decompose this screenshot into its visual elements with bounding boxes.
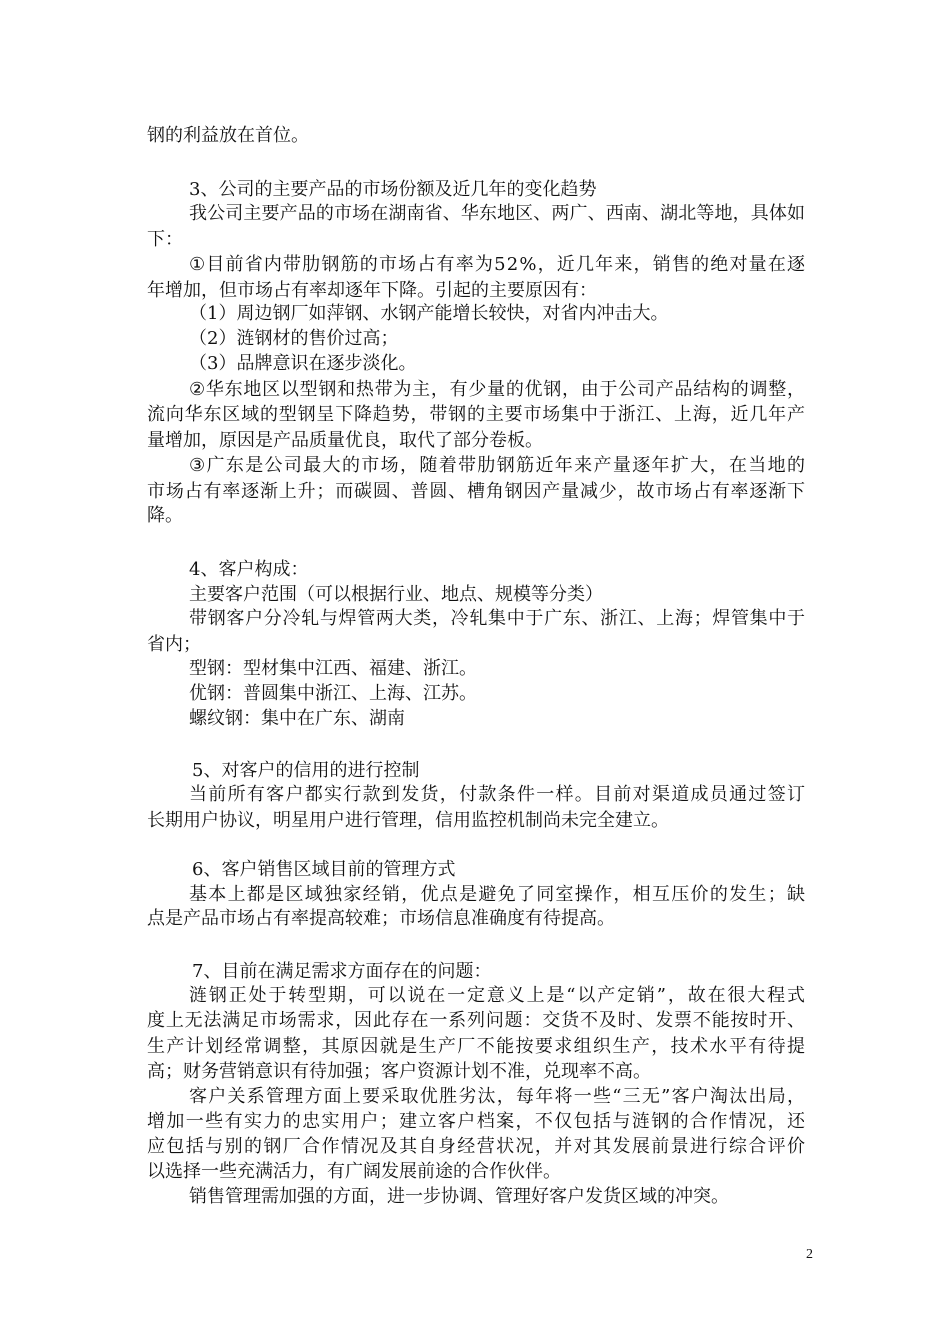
document-page: 钢 的 利 益 放 在 首 位 。 3 、 公 司 的 主 要 产 品 的 市 场 份 额 及 近 几 年 的 变 化 趋 势 我 公 司 主 要 产 品 的 市 场 在 湖 南 省 、 华 东 地 区 、 两 广 、 西 南 、 湖 北 等 地 ， 具 体 如 下 ： ① 目 前 省 内 带 肋 钢 筋 的 市 场 占 有 率 为 5 2 % ， 近 几 年 来 ， 销 售 的 绝 对 量 在 逐 年 增 加 ， 但 市 场 占 有 率 却 逐 年 下 降 。 引 起 的 主 要 原 因 有 ： （ 1 ） 周 边 钢 厂 如 萍 钢 、 水 钢 产 能 增 长 较 快 ， 对 省 内 冲 击 大 。 （ 2 ） 涟 钢 材 的 售 价 过 高 ； （ 3 ） 品 牌 意 识 在 逐 步 淡 化 。 ② 华 东 地 区 以 型 钢 和 热 带 为 主 ， 有 少 量 的 优 钢 ， 由 于 公 司 产 品 结 构 的 调 整 ， 流 向 华 东 区 域 的 型 钢 呈 下 降 趋 势 ， 带 钢 的 主 要 市 场 集 中 于 浙 江 、 上 海 ， 近 几 年 产 量 增 加 ， 原 因 是 产 品 质 量 优 良 ， 取 代 了 部 分 卷 板 。 ③ 广 东 是 公 司 最 大 的 市 场 ， 随 着 带 肋 钢 筋 近 年 来 产 量 逐 年 扩 大 ， 在 当 地 的 市 场 占 有 率 逐 渐 上 升 ； 而 碳 圆 、 普 圆 、 槽 角 钢 因 产 量 减 少 ， 故 市 场 占 有 率 逐 渐 下 降 。 4 、 客 户 构 成 ： 主 要 客 户 范 围 （ 可 以 根 据 行 业 、 地 点 、 规 模 等 分 类 ） 带 钢 客 户 分 冷 轧 与 焊 管 两 大 类 ， 冷 轧 集 中 于 广 东 、 浙 江 、 上 海 ； 焊 管 集 中 于 省 内 ； 型 钢 ： 型 材 集 中 江 西 、 福 建 、 浙 江 。 优 钢 ： 普 圆 集 中 浙 江 、 上 海 、 江 苏 。 螺 纹 钢 ： 集 中 在 广 东 、 湖 南 5 、 对 客 户 的 信 用 的 进 行 控 制 当 前 所 有 客 户 都 实 行 款 到 发 货 ， 付 款 条 件 一 样 。 目 前 对 渠 道 成 员 通 过 签 订 长 期 用 户 协 议 ， 明 星 用 户 进 行 管 理 ， 信 用 监 控 机 制 尚 未 完 全 建 立 。 6 、 客 户 销 售 区 域 目 前 的 管 理 方 式 基 本 上 都 是 区 域 独 家 经 销 ， 优 点 是 避 免 了 同 室 操 作 ， 相 互 压 价 的 发 生 ； 缺 点 是 产 品 市 场 占 有 率 提 高 较 难 ； 市 场 信 息 准 确 度 有 待 提 高 。 7 、 目 前 在 满 足 需 求 方 面 存 在 的 问 题 ： 涟 钢 正 处 于 转 型 期 ， 可 以 说 在 一 定 意 义 上 是 “ 以 产 定 销 ” ， 故 在 很 大 程 式 度 上 无 法 满 足 市 场 需 求 ， 因 此 存 在 一 系 列 问 题 ： 交 货 不 及 时 、 发 票 不 能 按 时 开 、 生 产 计 划 经 常 调 整 ， 其 原 因 就 是 生 产 厂 不 能 按 要 求 组 织 生 产 ， 技 术 水 平 有 待 提 高 ； 财 务 营 销 意 识 有 待 加 强 ； 客 户 资 源 计 划 不 准 ， 兑 现 率 不 高 。 客 户 关 系 管 理 方 面 上 要 采 取 优 胜 劣 汰 ， 每 年 将 一 些 “ 三 无 ” 客 户 淘 汰 出 局 ， 增 加 一 些 有 实 力 的 忠 实 用 户 ； 建 立 客 户 档 案 ， 不 仅 包 括 与 涟 钢 的 合 作 情 况 ， 还 应 包 括 与 别 的 钢 厂 合 作 情 况 及 其 自 身 经 营 状 况 ， 并 对 其 发 展 前 景 进 行 综 合 评 价 以 选 择 一 些 充 满 活 力 ， 有 广 阔 发 展 前 途 的 合 作 伙 伴 。 销 售 管 理 需 加 强 的 方 面 ， 进 一 步 协 调 、 管 理 好 客 户 发 货 区 域 的 冲 突 。 2 <box>147 125 813 1262</box>
page-number: 2 <box>806 1247 813 1262</box>
